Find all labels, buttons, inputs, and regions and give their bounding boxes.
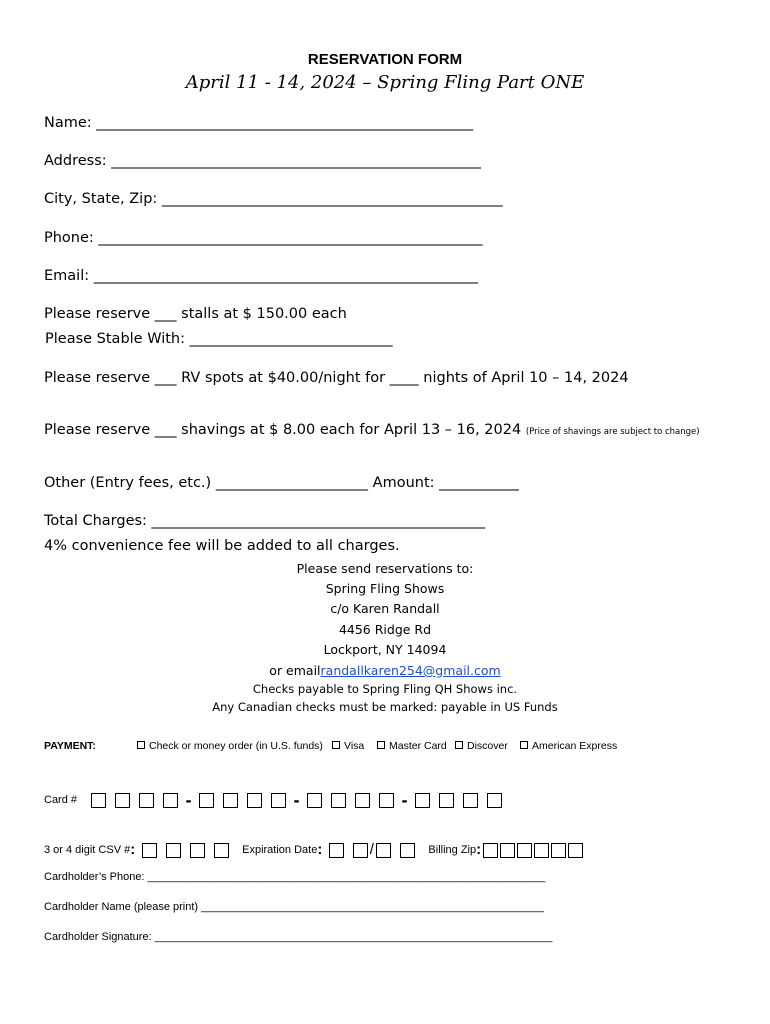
payment-label: PAYMENT: [44, 740, 96, 752]
convenience-fee-note: 4% convenience fee will be added to all charges. [44, 538, 400, 554]
address-field[interactable]: Address: ___________________________________________________ [44, 153, 481, 169]
total-charges-field[interactable]: Total Charges: ______________________________________________ [44, 513, 486, 529]
name-field[interactable]: Name: ____________________________________________________ [44, 115, 474, 131]
shavings-note: (Price of shavings are subject to change) [525, 427, 700, 437]
exp-digit-box[interactable] [400, 843, 415, 858]
mailing-line-1: Spring Fling Shows [325, 581, 445, 596]
cardholder-signature-field[interactable]: Cardholder Signature: _________________________________________________________________ [44, 931, 553, 943]
separator-dash: - [401, 790, 408, 810]
zip-digit-box[interactable] [517, 843, 532, 858]
exp-digit-box[interactable] [376, 843, 391, 858]
city-state-zip-field[interactable]: City, State, Zip: _______________________________________________ [44, 191, 503, 207]
card-digit-box[interactable] [439, 793, 454, 808]
checks-payable-note: Checks payable to Spring Fling QH Shows inc. [252, 682, 518, 696]
card-digit-box[interactable] [331, 793, 346, 808]
csv-digit-box[interactable] [142, 843, 157, 858]
card-digit-box[interactable] [271, 793, 286, 808]
expiration-label: Expiration Date [242, 844, 318, 856]
csv-digit-box[interactable] [166, 843, 181, 858]
checkbox-icon[interactable] [137, 741, 145, 749]
phone-field[interactable]: Phone: _____________________________________________________ [44, 230, 483, 246]
checkbox-icon[interactable] [332, 741, 340, 749]
card-digit-box[interactable] [247, 793, 262, 808]
cardholder-name-field[interactable]: Cardholder Name (please print) ________________________________________________________ [44, 901, 544, 913]
email-prefix: or email [269, 663, 321, 678]
mailing-intro: Please send reservations to: [296, 561, 474, 576]
csv-label: 3 or 4 digit CSV # [44, 844, 131, 856]
mailing-line-2: c/o Karen Randall [330, 601, 440, 616]
other-charges-line[interactable]: Other (Entry fees, etc.) _____________________ Amount: ___________ [44, 475, 519, 491]
exp-digit-box[interactable] [329, 843, 344, 858]
stable-with-field[interactable]: Please Stable With: ____________________________ [45, 331, 393, 347]
separator-dash: - [293, 790, 300, 810]
canadian-checks-note: Any Canadian checks must be marked: payable in US Funds [212, 700, 558, 714]
exp-digit-box[interactable] [353, 843, 368, 858]
email-line [0, 663, 770, 678]
zip-digit-box[interactable] [534, 843, 549, 858]
card-digit-box[interactable] [487, 793, 502, 808]
card-digit-box[interactable] [415, 793, 430, 808]
cardholder-phone-field[interactable]: Cardholder’s Phone: _________________________________________________________________ [44, 871, 546, 883]
card-digit-box[interactable] [355, 793, 370, 808]
card-digit-box[interactable] [463, 793, 478, 808]
checkbox-icon[interactable] [377, 741, 385, 749]
card-digit-box[interactable] [379, 793, 394, 808]
payment-option-check[interactable]: Check or money order (in U.S. funds) [137, 740, 323, 752]
email-field[interactable]: Email: _____________________________________________________ [44, 268, 478, 284]
checkbox-icon[interactable] [520, 741, 528, 749]
zip-digit-box[interactable] [551, 843, 566, 858]
shavings-text: Please reserve ___ shavings at $ 8.00 each for April 13 – 16, 2024 [44, 422, 522, 438]
payment-option-mastercard[interactable]: Master Card [377, 740, 447, 752]
csv-expiration-row: 3 or 4 digit CSV #: Expiration Date: / Billing Zip: [44, 840, 583, 860]
exp-slash: / [369, 841, 374, 858]
payment-option-discover[interactable]: Discover [455, 740, 508, 752]
card-digit-box[interactable] [91, 793, 106, 808]
card-number-row [44, 790, 511, 810]
mailing-line-4: Lockport, NY 14094 [323, 642, 447, 657]
card-digit-box[interactable] [307, 793, 322, 808]
zip-digit-box[interactable] [500, 843, 515, 858]
shavings-line[interactable] [44, 422, 700, 438]
csv-digit-box[interactable] [214, 843, 229, 858]
payment-option-amex[interactable]: American Express [520, 740, 617, 752]
checkbox-icon[interactable] [455, 741, 463, 749]
card-digit-box[interactable] [115, 793, 130, 808]
stalls-line[interactable]: Please reserve ___ stalls at $ 150.00 each [44, 306, 347, 322]
card-digit-box[interactable] [163, 793, 178, 808]
separator-dash: - [185, 790, 192, 810]
card-digit-box[interactable] [139, 793, 154, 808]
payment-option-visa[interactable]: Visa [332, 740, 364, 752]
email-link[interactable]: randallkaren254@gmail.com [320, 663, 501, 678]
mailing-line-3: 4456 Ridge Rd [338, 622, 432, 637]
form-title: RESERVATION FORM [307, 51, 463, 68]
rv-spots-line[interactable]: Please reserve ___ RV spots at $40.00/night for ____ nights of April 10 – 14, 2024 [44, 370, 629, 386]
form-subtitle: April 11 - 14, 2024 – Spring Fling Part ONE [185, 72, 585, 93]
card-digit-box[interactable] [223, 793, 238, 808]
card-number-label: Card # [44, 794, 78, 806]
zip-digit-box[interactable] [483, 843, 498, 858]
csv-digit-box[interactable] [190, 843, 205, 858]
billing-zip-label: Billing Zip [428, 844, 477, 856]
zip-digit-box[interactable] [568, 843, 583, 858]
card-digit-box[interactable] [199, 793, 214, 808]
